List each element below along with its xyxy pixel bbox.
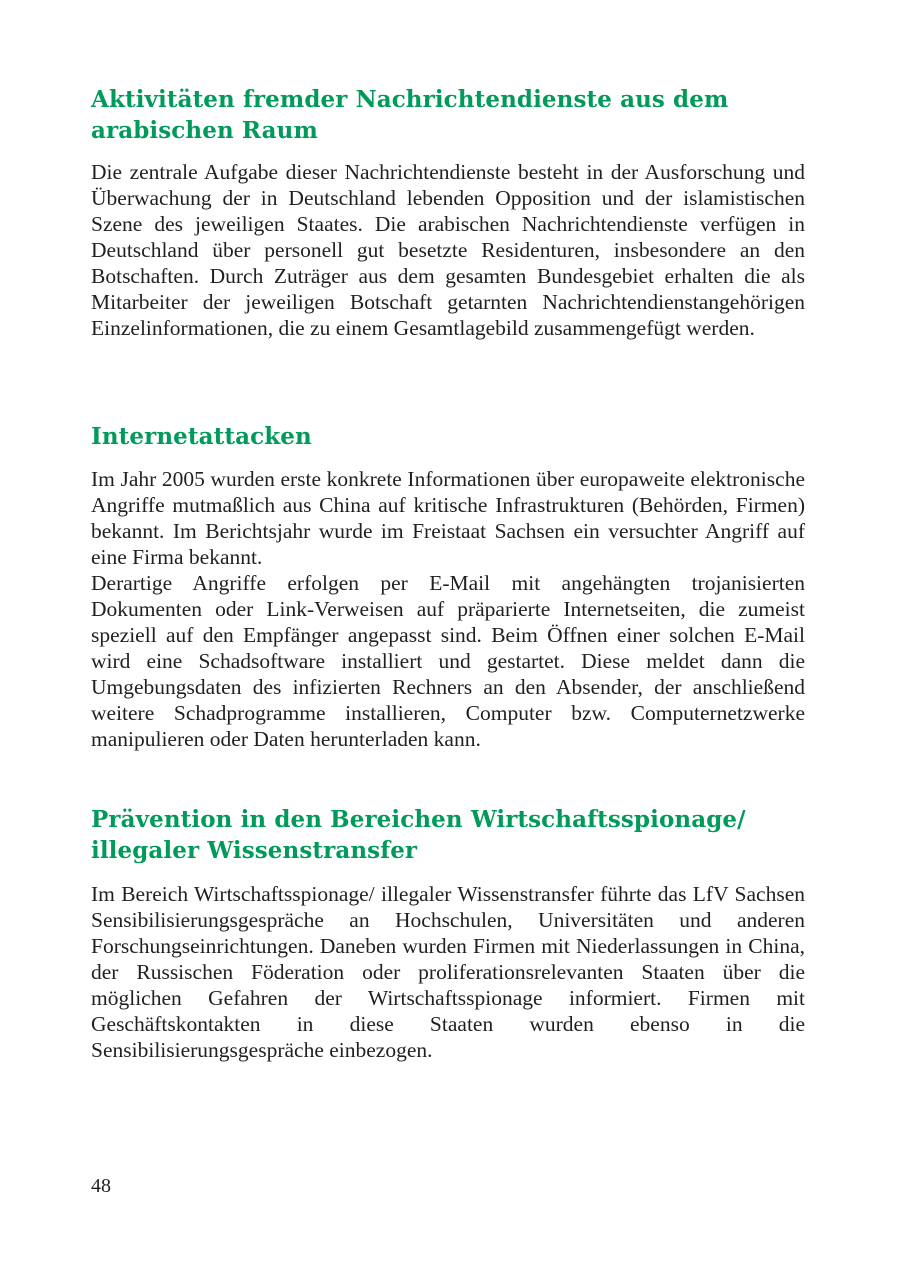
section-heading-prevention: Prävention in den Bereichen Wirtschaftsspionage/ illegaler Wissenstransfer [91, 806, 746, 864]
section-paragraph: Die zentrale Aufgabe dieser Nachrichtendienste besteht in der Ausforschung und Überwachung der in Deutschland lebenden Opposition und der islamistischen Szene des jeweiligen Staates. Die arabischen Nachrichtendienste verfügen in Deutschland über personell gut besetzte Residenturen, insbesondere an den Botschaften. Durch Zuträger aus dem gesamten Bundesgebiet erhalten die als Mitarbeiter der jeweiligen Botschaft getarnten Nachrichtendienstangehörigen Einzelinformationen, die zu einem Gesamtlagebild zusammengefügt werden. [91, 160, 805, 340]
section-paragraph: Im Jahr 2005 wurden erste konkrete Informationen über europaweite elektronische Angriffe mutmaßlich aus China auf kritische Infrastrukturen (Behörden, Firmen) bekannt. Im Berichtsjahr wurde im Freistaat Sachsen ein versuchter Angriff auf eine Firma bekannt. [91, 467, 805, 569]
section-heading-internet-attacks: Internetattacken [91, 423, 312, 450]
section-paragraph: Im Bereich Wirtschaftsspionage/ illegaler Wissenstransfer führte das LfV Sachsen Sensibilisierungsgespräche an Hochschulen, Universitäten und anderen Forschungseinrichtungen. Daneben wurden Firmen mit Niederlassungen in China, der Russischen Föderation oder proliferationsrelevanten Staaten über die möglichen Gefahren der Wirtschaftsspionage informiert. Firmen mit Geschäftskontakten in diese Staaten wurden ebenso in die Sensibilisierungsgespräche einbezogen. [91, 882, 805, 1062]
page-number: 48 [91, 1175, 111, 1197]
section-paragraph: Derartige Angriffe erfolgen per E-Mail mit angehängten trojanisierten Dokumenten oder Link-Verweisen auf präparierte Internetseiten, die zumeist speziell auf den Empfänger angepasst sind. Beim Öffnen einer solchen E-Mail wird eine Schadsoftware installiert und gestartet. Diese meldet dann die Umgebungsdaten des infizierten Rechners an den Absender, der anschließend weitere Schadprogramme installieren, Computer bzw. Computernetzwerke manipulieren oder Daten herunterladen kann. [91, 571, 805, 751]
section-heading-arab-intelligence: Aktivitäten fremder Nachrichtendienste aus dem arabischen Raum [91, 86, 729, 144]
section-body [91, 466, 805, 752]
